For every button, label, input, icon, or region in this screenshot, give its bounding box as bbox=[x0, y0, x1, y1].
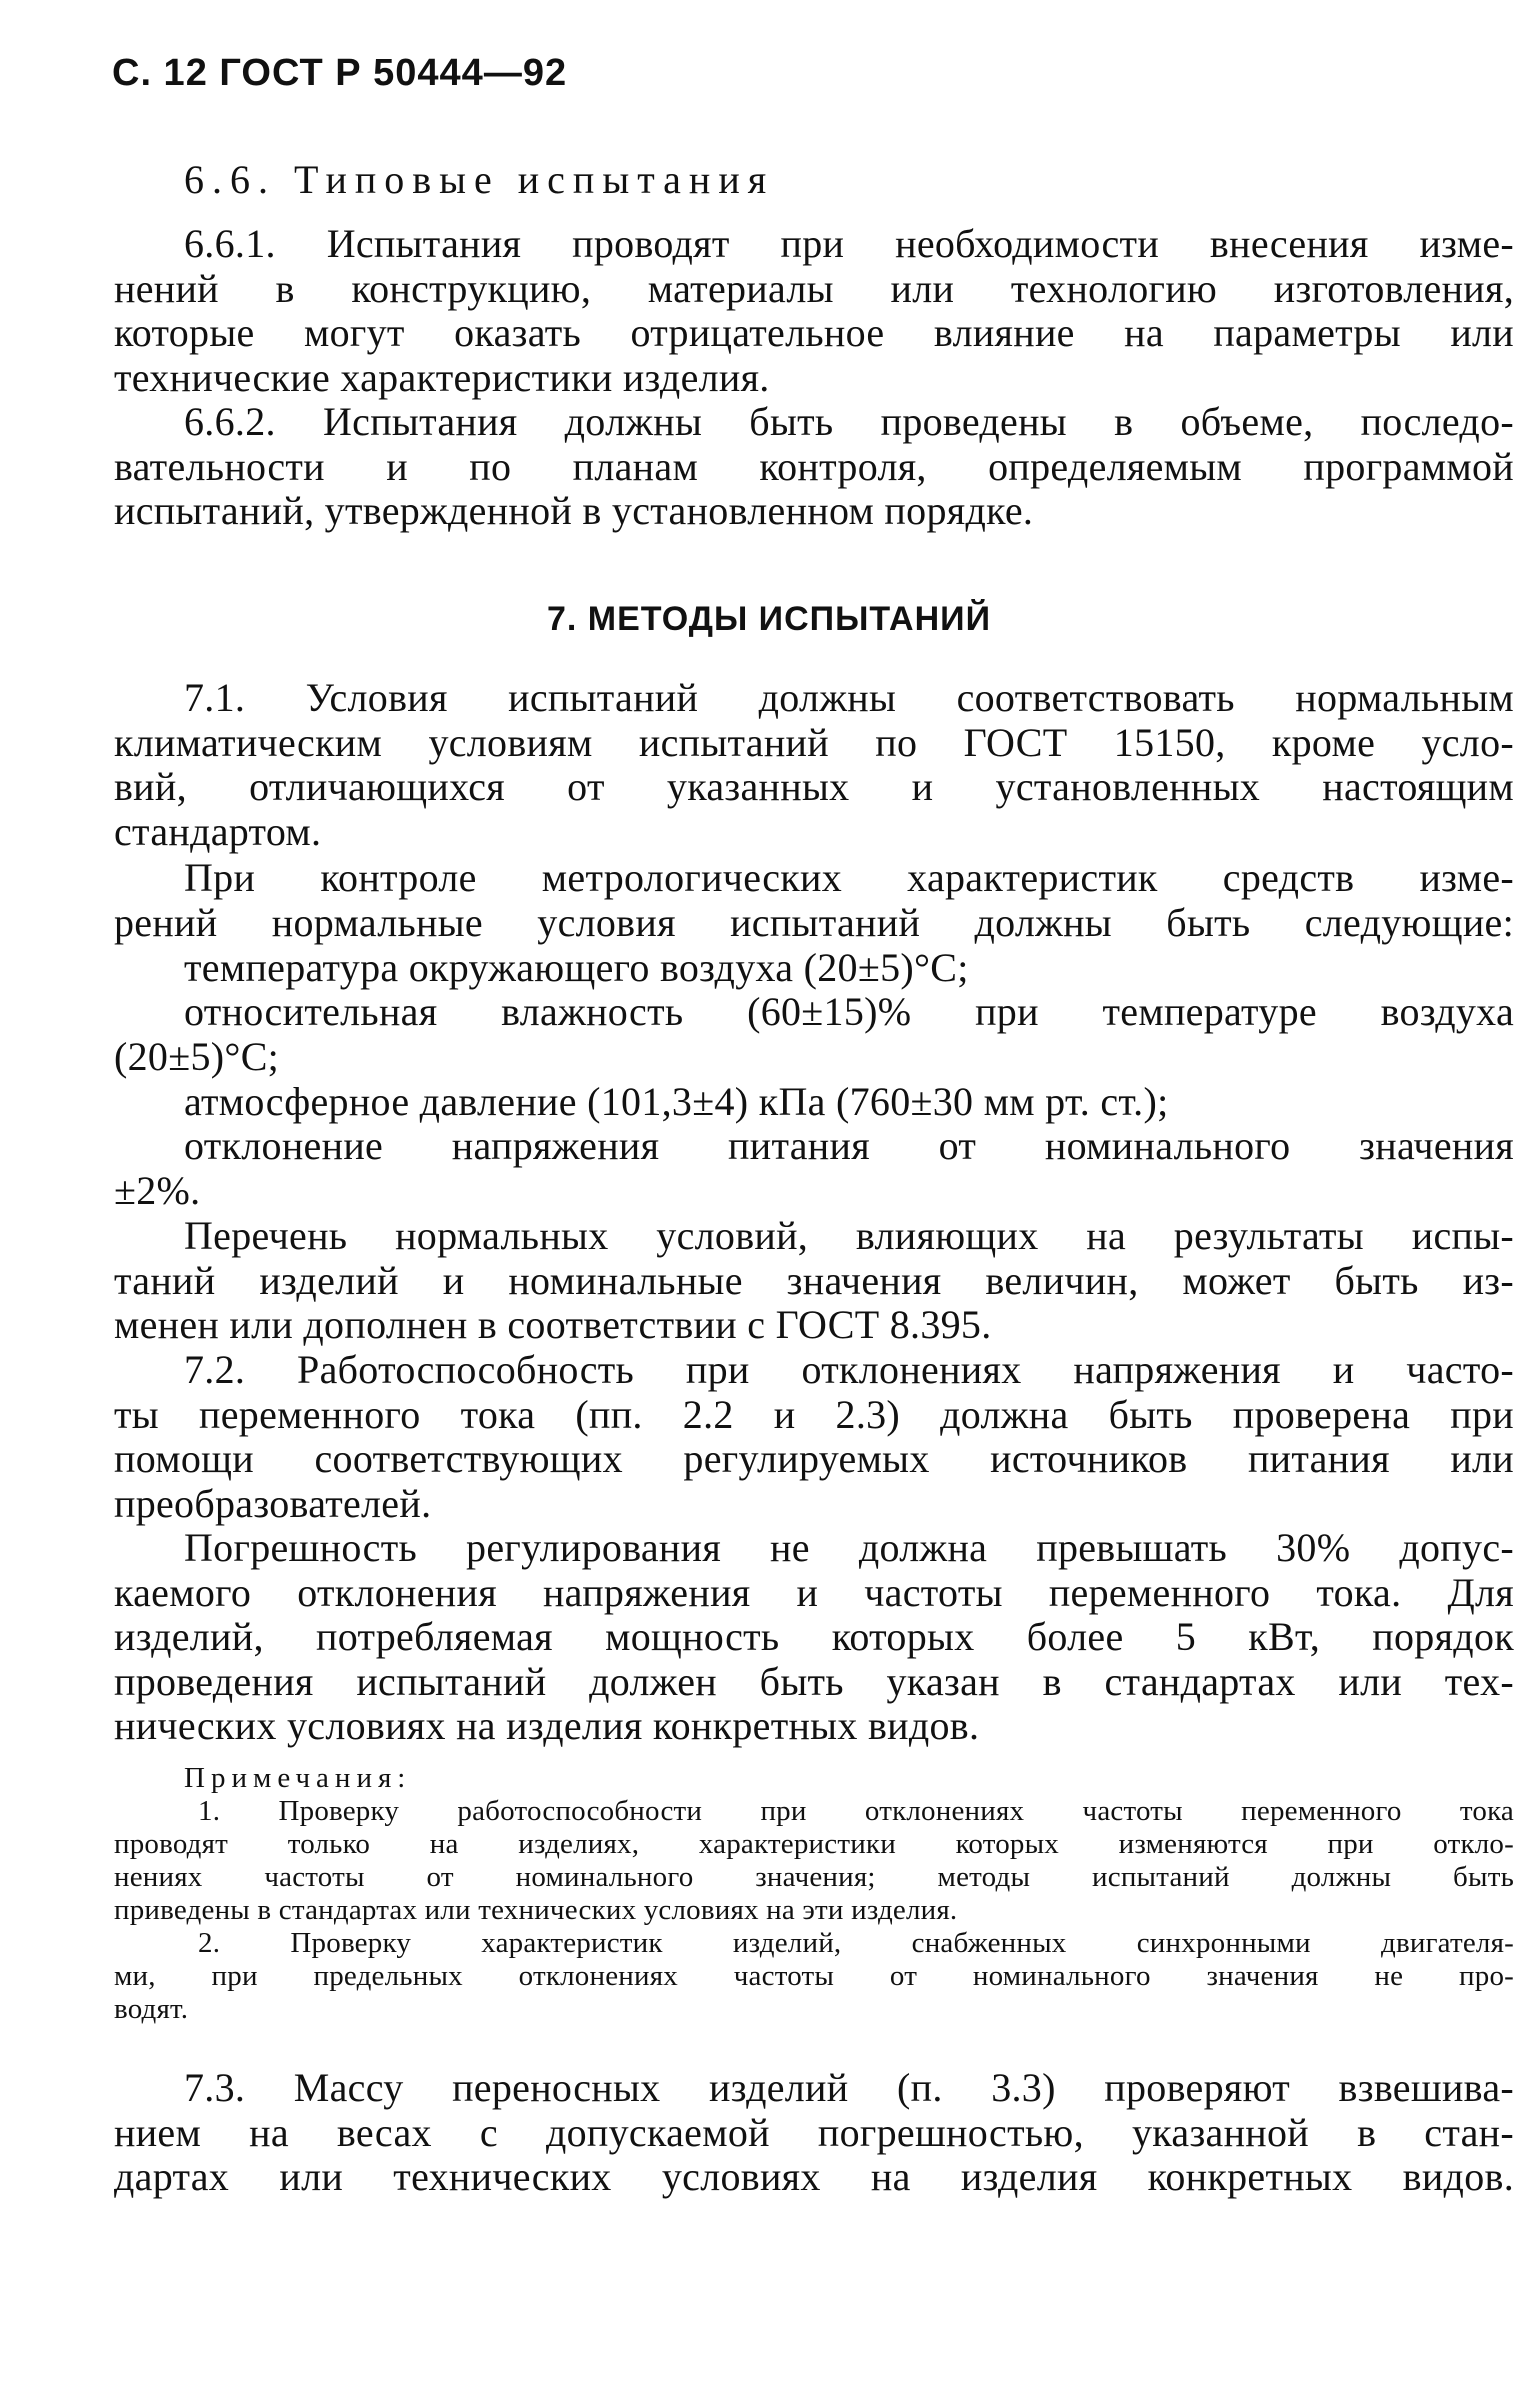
condition-pressure: атмосферное давление (101,3±4) кПа (760±30 мм рт. ст.); bbox=[184, 1079, 1169, 1124]
paragraph-7-1: 7.1. Условия испытаний должны соответствовать нормальным климатическим условиям испытаний по ГОСТ 15150, кроме усло- вий, отличающихся от указанных и установленных настоящим стандартом. bbox=[114, 675, 1514, 854]
paragraph-list: Перечень нормальных условий, влияющих на результаты испы- таний изделий и номинальные значения величин, может быть из- менен или дополнен в соответствии с ГОСТ 8.395. bbox=[114, 1213, 1514, 1347]
page-header: С. 12 ГОСТ Р 50444—92 bbox=[112, 52, 568, 94]
section-heading: 7. МЕТОДЫ ИСПЫТАНИЙ bbox=[547, 600, 991, 638]
notes-block: Примечания: 1. Проверку работоспособности при отклонениях частоты переменного тока проводят только на изделиях, характеристики которых изменяются при откло- нениях частоты от номинального значения; методы испытаний должны быть приведены в стандартах или технических условиях на эти изделия. 2. Проверку характеристик изделий, снабженных синхронными двигателя- ми, при предельных отклонениях частоты от номинального значения не про- водят. bbox=[114, 1762, 1514, 2025]
section-title: 6.6. Типовые испытания bbox=[184, 157, 775, 202]
paragraph-6-6-2: 6.6.2. Испытания должны быть проведены в объеме, последо- вательности и по планам контроля, определяемым программой испытаний, утвержденной в установленном порядке. bbox=[114, 399, 1514, 533]
paragraph-7-3: 7.3. Массу переносных изделий (п. 3.3) проверяют взвешива- нием на весах с допускаемой погрешностью, указанной в стан- дартах или технических условиях на изделия конкретных видов. bbox=[114, 2065, 1514, 2199]
paragraph-error: Погрешность регулирования не должна превышать 30% допус- каемого отклонения напряжения и частоты переменного тока. Для изделий, потребляемая мощность которых более 5 кВт, порядок проведения испытаний должен быть указан в стандартах или тех- нических условиях на изделия конкретных видов. bbox=[114, 1525, 1514, 1748]
section-6-6 bbox=[114, 158, 1514, 203]
paragraph-6-6-1: 6.6.1. Испытания проводят при необходимости внесения изме- нений в конструкцию, материалы или технологию изготовления, которые могут оказать отрицательное влияние на параметры или технические характеристики изделия. bbox=[114, 221, 1514, 400]
paragraph-control: При контроле метрологических характеристик средств изме- рений нормальные условия испытаний должны быть следующие: bbox=[114, 855, 1514, 945]
condition-temperature: температура окружающего воздуха (20±5)°С; bbox=[184, 945, 969, 990]
paragraph-7-2: 7.2. Работоспособность при отклонениях напряжения и часто- ты переменного тока (пп. 2.2 и 2.3) должна быть проверена при помощи соответствующих регулируемых источников питания или преобразователей. bbox=[114, 1347, 1514, 1526]
condition-humidity: относительная влажность (60±15)% при температуре воздуха (20±5)°С; bbox=[114, 989, 1514, 1079]
condition-voltage: отклонение напряжения питания от номинального значения ±2%. bbox=[114, 1123, 1514, 1213]
notes-title: Примечания: bbox=[184, 1762, 412, 1794]
